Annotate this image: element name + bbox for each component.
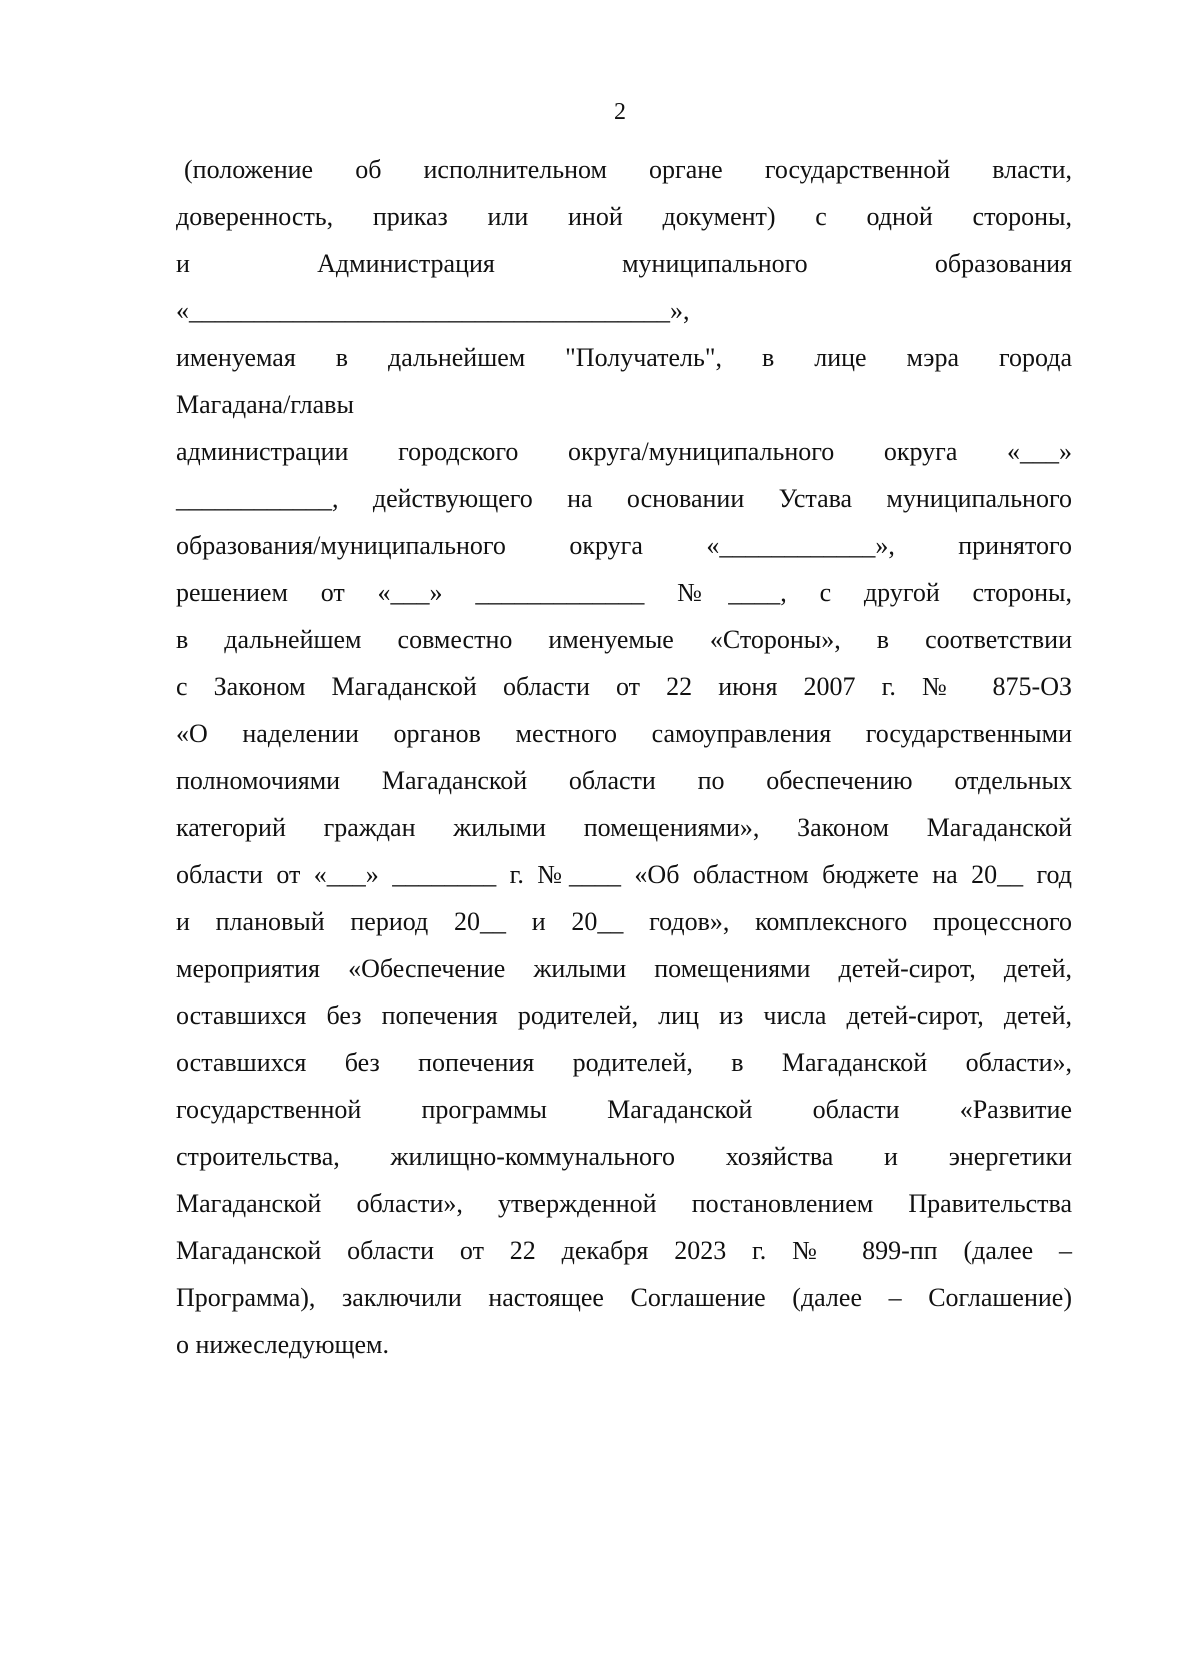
text-line: образования/муниципального округа «____________», принятого <box>176 531 1072 560</box>
text-line: с Законом Магаданской области от 22 июня 2007 г. № 875-ОЗ <box>176 672 1072 701</box>
text-line: администрации городского округа/муниципального округа «___» <box>176 437 1072 466</box>
text-line: Магаданской области от 22 декабря 2023 г. № 899-пп (далее – <box>176 1236 1072 1265</box>
text-line: «О наделении органов местного самоуправления государственными <box>176 719 1072 748</box>
text-line: и плановый период 20__ и 20__ годов», комплексного процессного <box>176 907 1072 936</box>
document-body <box>176 146 1072 1368</box>
text-line: Программа), заключили настоящее Соглашение (далее – Соглашение) <box>176 1283 1072 1312</box>
text-line: доверенность, приказ или иной документ) с одной стороны, <box>176 202 1072 231</box>
text-line: Магаданской области», утвержденной постановлением Правительства <box>176 1189 1072 1218</box>
text-line: мероприятия «Обеспечение жилыми помещениями детей-сирот, детей, <box>176 954 1072 983</box>
text-line: оставшихся без попечения родителей, лиц из числа детей-сирот, детей, <box>176 1001 1072 1030</box>
page-number: 2 <box>614 99 626 125</box>
text-line: Магадана/главы <box>176 390 354 419</box>
text-line: о нижеследующем. <box>176 1330 390 1359</box>
text-line: решением от «___» _____________ №____, с другой стороны, <box>176 578 1072 607</box>
text-line: строительства, жилищно-коммунального хозяйства и энергетики <box>176 1142 1072 1171</box>
text-line: (положение об исполнительном органе государственной власти, <box>184 155 1072 184</box>
text-line: «_____________________________________», <box>176 296 690 325</box>
text-line: в дальнейшем совместно именуемые «Стороны», в соответствии <box>176 625 1072 654</box>
text-line: полномочиями Магаданской области по обеспечению отдельных <box>176 766 1072 795</box>
text-line: и Администрация муниципального образования <box>176 249 1072 278</box>
text-line: оставшихся без попечения родителей, в Магаданской области», <box>176 1048 1072 1077</box>
text-line: ____________, действующего на основании Устава муниципального <box>176 484 1072 513</box>
text-line: области от «___» ________ г. №____ «Об областном бюджете на 20__ год <box>176 860 1072 889</box>
text-line: именуемая в дальнейшем "Получатель", в лице мэра города <box>176 343 1072 372</box>
text-line: категорий граждан жилыми помещениями», Законом Магаданской <box>176 813 1072 842</box>
text-line: государственной программы Магаданской области «Развитие <box>176 1095 1072 1124</box>
